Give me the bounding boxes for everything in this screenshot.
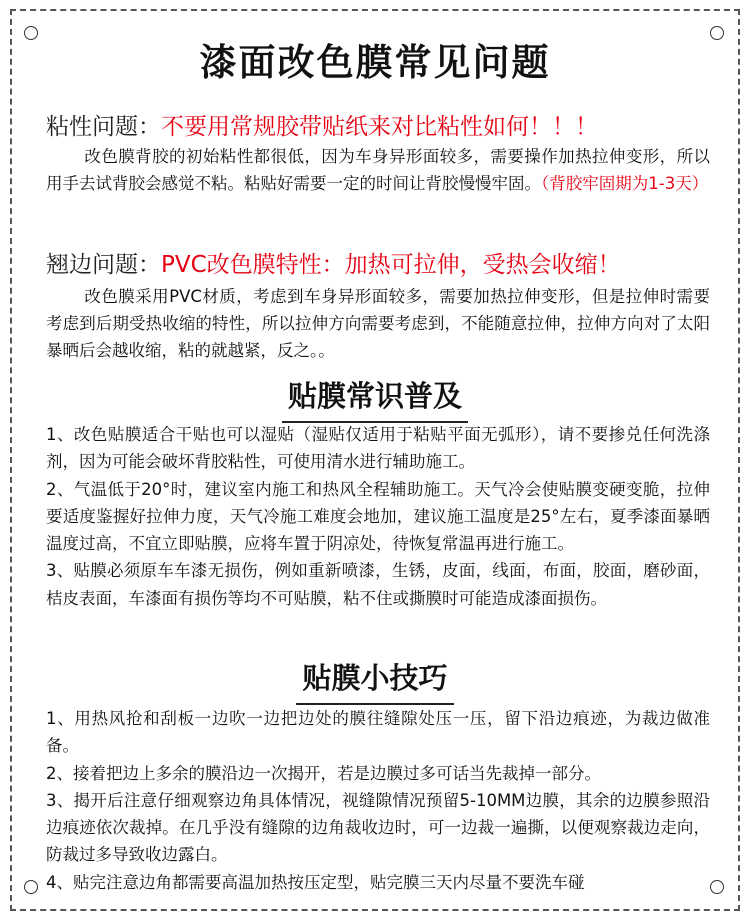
section-knowledge-heading	[0, 374, 750, 423]
edge-question-label: 翘边问题：	[46, 252, 161, 278]
edge-question-headline: PVC改色膜特性：加热可拉伸，受热会收缩！	[161, 252, 621, 278]
list-item: 2、气温低于20°时，建议室内施工和热风全程辅助施工。天气冷会使贴膜变硬变脆，拉伸要适度鉴握好拉伸力度，天气冷施工难度会地加，建议施工温度是25°左右，夏季漆面暴晒温度过高，不宜立即贴膜，应将车置于阴凉处，待恢复常温再进行施工。	[46, 479, 710, 554]
list-item: 1、改色贴膜适合干贴也可以湿贴（湿贴仅适用于粘贴平面无弧形），请不要掺兑任何洗涤剂，因为可能会破坏背胶粘性，可使用清水进行辅助施工。	[46, 425, 710, 472]
edge-paragraph	[46, 283, 710, 364]
section-tips-list	[46, 705, 710, 896]
list-item: 3、揭开后注意仔细观察边角具体情况，视缝隙情况预留5-10MM边膜，其余的边膜参照沿边痕迹依次裁掉。在几乎没有缝隙的边角裁收边时，可一边裁一遍撕，以便观察裁边走向，防裁过多导致收边露白。	[46, 790, 710, 865]
section-tips-heading	[0, 656, 750, 705]
hole-bottom-right	[710, 880, 724, 894]
page-title: 漆面改色膜常见问题	[199, 41, 551, 84]
adhesion-body: 改色膜背胶的初始粘性都很低，因为车身异形面较多，需要操作加热拉伸变形，所以用手去试背胶会感觉不粘。粘贴好需要一定的时间让背胶慢慢牢固。	[46, 147, 710, 193]
edge-question-heading	[46, 246, 621, 279]
section-knowledge-list	[46, 421, 710, 612]
adhesion-question-heading	[46, 108, 598, 141]
hole-bottom-left	[24, 880, 38, 894]
adhesion-note: （背胶牢固期为1-3天）	[541, 174, 709, 193]
list-item: 3、贴膜必须原车车漆无损伤，例如重新喷漆，生锈，皮面，线面，布面，胶面，磨砂面，桔皮表面，车漆面有损伤等均不可贴膜，粘不住或撕膜时可能造成漆面损伤。	[46, 561, 710, 608]
section-tips-title: 贴膜小技巧	[296, 656, 453, 705]
adhesion-question-headline: 不要用常规胶带贴纸来对比粘性如何！！！	[161, 114, 598, 140]
list-item: 2、接着把边上多余的膜沿边一次揭开，若是边膜过多可话当先裁掉一部分。	[46, 763, 601, 783]
section-knowledge-title: 贴膜常识普及	[282, 374, 468, 423]
list-item: 4、贴完注意边角都需要高温加热按压定型，贴完膜三天内尽量不要洗车碰	[46, 872, 585, 892]
list-item: 1、用热风抢和刮板一边吹一边把边处的膜往缝隙处压一压，留下沿边痕迹，为裁边做准备。	[46, 709, 710, 756]
edge-body: 改色膜采用PVC材质，考虑到车身异形面较多，需要加热拉伸变形，但是拉伸时需要考虑到后期受热收缩的特性，所以拉伸方向需要考虑到，不能随意拉伸，拉伸方向对了太阳暴晒后会越收缩，粘的就越紧，反之。。	[46, 287, 710, 360]
adhesion-paragraph	[46, 143, 710, 197]
adhesion-question-label: 粘性问题：	[46, 114, 161, 140]
